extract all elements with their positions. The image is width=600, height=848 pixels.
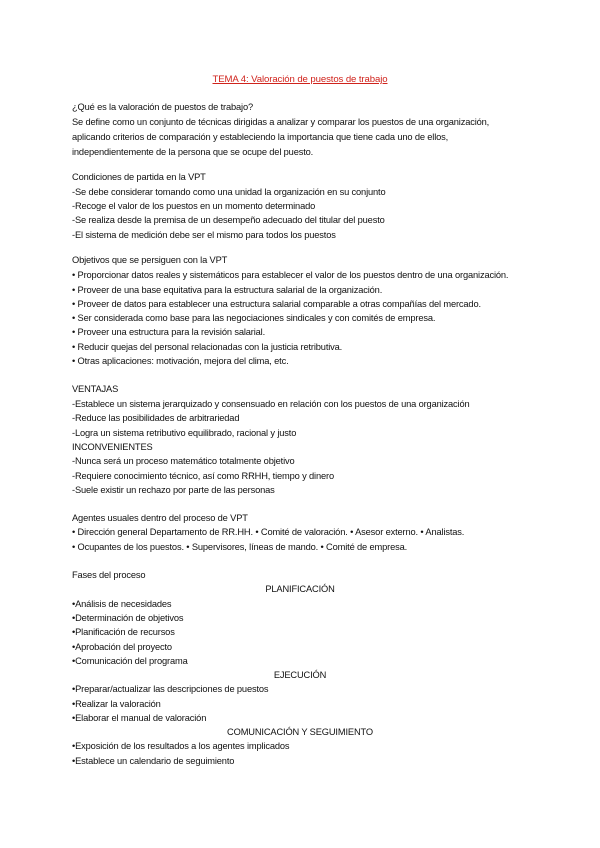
objectives-item: • Reducir quejas del personal relacionadas con la justicia retributiva. xyxy=(72,342,343,352)
phase-item: •Realizar la valoración xyxy=(72,699,161,709)
objectives-item: • Proveer de datos para establecer una estructura salarial comparable a otras compañías del mercado. xyxy=(72,299,481,309)
intro-line: independientemente de la persona que se ocupe del puesto. xyxy=(72,147,314,157)
intro-question: ¿Qué es la valoración de puestos de trabajo? xyxy=(72,102,254,112)
disadvantages-heading: INCONVENIENTES xyxy=(72,442,153,452)
objectives-item: • Proveer una estructura para la revisión salarial. xyxy=(72,327,266,337)
phase-item: •Elaborar el manual de valoración xyxy=(72,713,207,723)
phase-item: •Establece un calendario de seguimiento xyxy=(72,756,235,766)
conditions-item: -Se debe considerar tomando como una unidad la organización en su conjunto xyxy=(72,187,386,197)
agents-item: • Dirección general Departamento de RR.HH. • Comité de valoración. • Asesor externo. • Analistas. xyxy=(72,527,465,537)
disadvantages-item: -Suele existir un rechazo por parte de las personas xyxy=(72,485,275,495)
phase-item: •Aprobación del proyecto xyxy=(72,642,172,652)
agents-heading: Agentes usuales dentro del proceso de VPT xyxy=(72,513,248,523)
phase-item: •Planificación de recursos xyxy=(72,627,175,637)
objectives-item: • Ser considerada como base para las negociaciones sindicales y con comités de empresa. xyxy=(72,313,436,323)
phase-item: •Exposición de los resultados a los agentes implicados xyxy=(72,741,290,751)
phase-item: •Comunicación del programa xyxy=(72,656,188,666)
phase-item: •Determinación de objetivos xyxy=(72,613,184,623)
phase-item: •Preparar/actualizar las descripciones de puestos xyxy=(72,684,269,694)
conditions-item: -Se realiza desde la premisa de un desempeño adecuado del titular del puesto xyxy=(72,215,385,225)
conditions-item: -El sistema de medición debe ser el mismo para todos los puestos xyxy=(72,230,336,240)
document-title: TEMA 4: Valoración de puestos de trabajo xyxy=(212,74,388,85)
conditions-item: -Recoge el valor de los puestos en un momento determinado xyxy=(72,201,316,211)
advantages-item: -Logra un sistema retributivo equilibrado, racional y justo xyxy=(72,428,297,438)
objectives-item: • Otras aplicaciones: motivación, mejora del clima, etc. xyxy=(72,356,289,366)
advantages-item: -Establece un sistema jerarquizado y consensuado en relación con los puestos de una organización xyxy=(72,399,470,409)
conditions-heading: Condiciones de partida en la VPT xyxy=(72,172,206,182)
agents-item: • Ocupantes de los puestos. • Supervisores, líneas de mando. • Comité de empresa. xyxy=(72,542,408,552)
advantages-heading: VENTAJAS xyxy=(72,384,119,394)
disadvantages-item: -Requiere conocimiento técnico, así como RRHH, tiempo y dinero xyxy=(72,471,334,481)
advantages-item: -Reduce las posibilidades de arbitrariedad xyxy=(72,413,240,423)
intro-line: Se define como un conjunto de técnicas dirigidas a analizar y comparar los puestos de una organización, xyxy=(72,117,490,127)
objectives-heading: Objetivos que se persiguen con la VPT xyxy=(72,255,228,265)
phase-planning-label: PLANIFICACIÓN xyxy=(265,584,335,594)
phase-communication-label: COMUNICACIÓN Y SEGUIMIENTO xyxy=(227,727,373,737)
objectives-item: • Proveer de una base equitativa para la estructura salarial de la organización. xyxy=(72,285,383,295)
phases-heading: Fases del proceso xyxy=(72,570,146,580)
phase-item: •Análisis de necesidades xyxy=(72,599,172,609)
phase-execution-label: EJECUCIÓN xyxy=(273,670,327,680)
objectives-item: • Proporcionar datos reales y sistemáticos para establecer el valor de los puestos dentro de una organización. xyxy=(72,270,509,280)
intro-line: aplicando criterios de comparación y estableciendo la importancia que tiene cada uno de ellos, xyxy=(72,132,449,142)
disadvantages-item: -Nunca será un proceso matemático totalmente objetivo xyxy=(72,456,295,466)
